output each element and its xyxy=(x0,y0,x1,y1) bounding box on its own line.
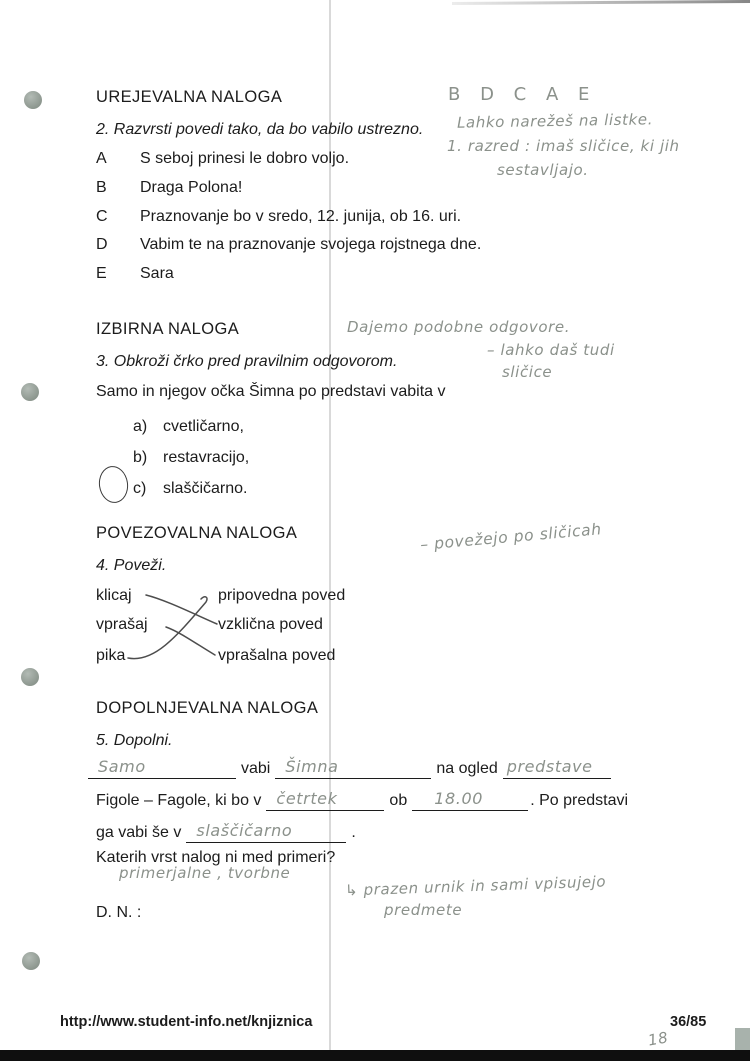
handwritten-note: sličice xyxy=(502,363,553,381)
option-letter: E xyxy=(96,265,107,282)
option-letter: D xyxy=(96,236,108,253)
handwritten-note: 1. razred : imaš sličice, ki jih xyxy=(447,137,680,155)
handwritten-note: sestavljajo. xyxy=(497,161,589,179)
choice-a xyxy=(133,417,244,436)
option-text: Praznovanje bo v sredo, 12. junija, ob 16. uri. xyxy=(140,208,462,225)
handwritten-note: – lahko daš tudi xyxy=(487,341,615,359)
footer-url: http://www.student-info.net/knjiznica xyxy=(60,1014,313,1030)
match-left-item: pika xyxy=(96,647,126,664)
choice-b xyxy=(133,448,249,467)
task3-stem: Samo in njegov očka Šimna po predstavi vabita v xyxy=(96,383,446,400)
handwritten-fill: 18.00 xyxy=(434,789,484,808)
list-item xyxy=(96,178,242,197)
choice-text: cvetličarno, xyxy=(163,418,244,435)
handwritten-page-number: 18 xyxy=(646,1028,670,1050)
handwritten-answer: primerjalne , tvorbne xyxy=(119,864,291,882)
option-letter: A xyxy=(96,150,107,167)
list-item xyxy=(96,235,481,254)
handwritten-note: Lahko narežeš na listke. xyxy=(456,110,654,132)
handwritten-fill: slaščičarno xyxy=(196,821,293,840)
handwritten-fill: Samo xyxy=(98,757,146,776)
fill-blank xyxy=(266,790,384,811)
fill-blank xyxy=(186,822,346,843)
handwritten-note: – povežejo po sličicah xyxy=(419,520,603,554)
handwritten-answer-order: B D C A E xyxy=(448,84,597,105)
task5-question: Katerih vrst nalog ni med primeri? xyxy=(96,849,336,866)
option-text: Sara xyxy=(140,265,174,282)
hole-punch xyxy=(24,91,42,109)
match-right-item: pripovedna poved xyxy=(218,587,346,604)
match-left-item: vprašaj xyxy=(96,616,148,633)
task2-instruction: 2. Razvrsti povedi tako, da bo vabilo ustrezno. xyxy=(96,121,424,138)
printed-text: . Po predstavi xyxy=(530,791,629,809)
match-right-item: vzklična poved xyxy=(218,616,323,633)
task3-instruction: 3. Obkroži črko pred pravilnim odgovorom. xyxy=(96,353,398,370)
fill-line-1 xyxy=(88,758,611,779)
footer-page-indicator: 36/85 xyxy=(670,1014,707,1030)
match-lines xyxy=(118,582,222,670)
printed-word: ob xyxy=(389,791,408,809)
task4-title: POVEZOVALNA NALOGA xyxy=(96,524,298,542)
printed-text: . xyxy=(351,823,356,841)
scan-bottom-band xyxy=(0,1050,750,1061)
scan-edge-block xyxy=(735,1028,750,1051)
printed-word: na ogled xyxy=(436,759,498,777)
answer-circle-annotation xyxy=(97,464,131,505)
task2-title: UREJEVALNA NALOGA xyxy=(96,88,283,106)
task5-instruction: 5. Dopolni. xyxy=(96,732,173,749)
printed-text: Figole – Fagole, ki bo v xyxy=(96,791,262,809)
match-left-item: klicaj xyxy=(96,587,132,604)
hole-punch xyxy=(21,383,39,401)
choice-text: slaščičarno. xyxy=(163,480,248,497)
fill-blank xyxy=(88,758,236,779)
handwritten-fill: Šimna xyxy=(285,757,339,776)
homework-label: D. N. : xyxy=(96,904,142,921)
choice-c xyxy=(133,479,247,498)
scan-edge-artifact xyxy=(452,0,750,5)
option-text: S seboj prinesi le dobro voljo. xyxy=(140,150,350,167)
option-letter: B xyxy=(96,179,107,196)
handwritten-fill: predstave xyxy=(506,757,593,776)
task3-title: IZBIRNA NALOGA xyxy=(96,320,240,338)
printed-text: ga vabi še v xyxy=(96,823,182,841)
choice-label: b) xyxy=(133,449,148,466)
fill-line-2 xyxy=(96,790,633,811)
hole-punch xyxy=(21,668,39,686)
choice-label: a) xyxy=(133,418,148,435)
handwritten-note: predmete xyxy=(384,901,463,919)
list-item xyxy=(96,207,461,226)
choice-text: restavracijo, xyxy=(163,449,250,466)
option-text: Vabim te na praznovanje svojega rojstnega dne. xyxy=(140,236,482,253)
option-text: Draga Polona! xyxy=(140,179,243,196)
handwritten-fill: četrtek xyxy=(276,789,338,808)
list-item xyxy=(96,264,174,283)
handwritten-note: ↳ prazen urnik in sami vpisujejo xyxy=(344,872,607,900)
hole-punch xyxy=(22,952,40,970)
fill-blank xyxy=(275,758,431,779)
choice-label: c) xyxy=(133,480,147,497)
task5-title: DOPOLNJEVALNA NALOGA xyxy=(96,699,319,717)
list-item xyxy=(96,149,349,168)
fill-blank xyxy=(412,790,528,811)
match-right-item: vprašalna poved xyxy=(218,647,336,664)
task4-instruction: 4. Poveži. xyxy=(96,557,167,574)
handwritten-note: Dajemo podobne odgovore. xyxy=(347,318,571,336)
fill-blank xyxy=(503,758,611,779)
option-letter: C xyxy=(96,208,108,225)
printed-word: vabi xyxy=(241,759,271,777)
fill-line-3 xyxy=(96,822,361,843)
